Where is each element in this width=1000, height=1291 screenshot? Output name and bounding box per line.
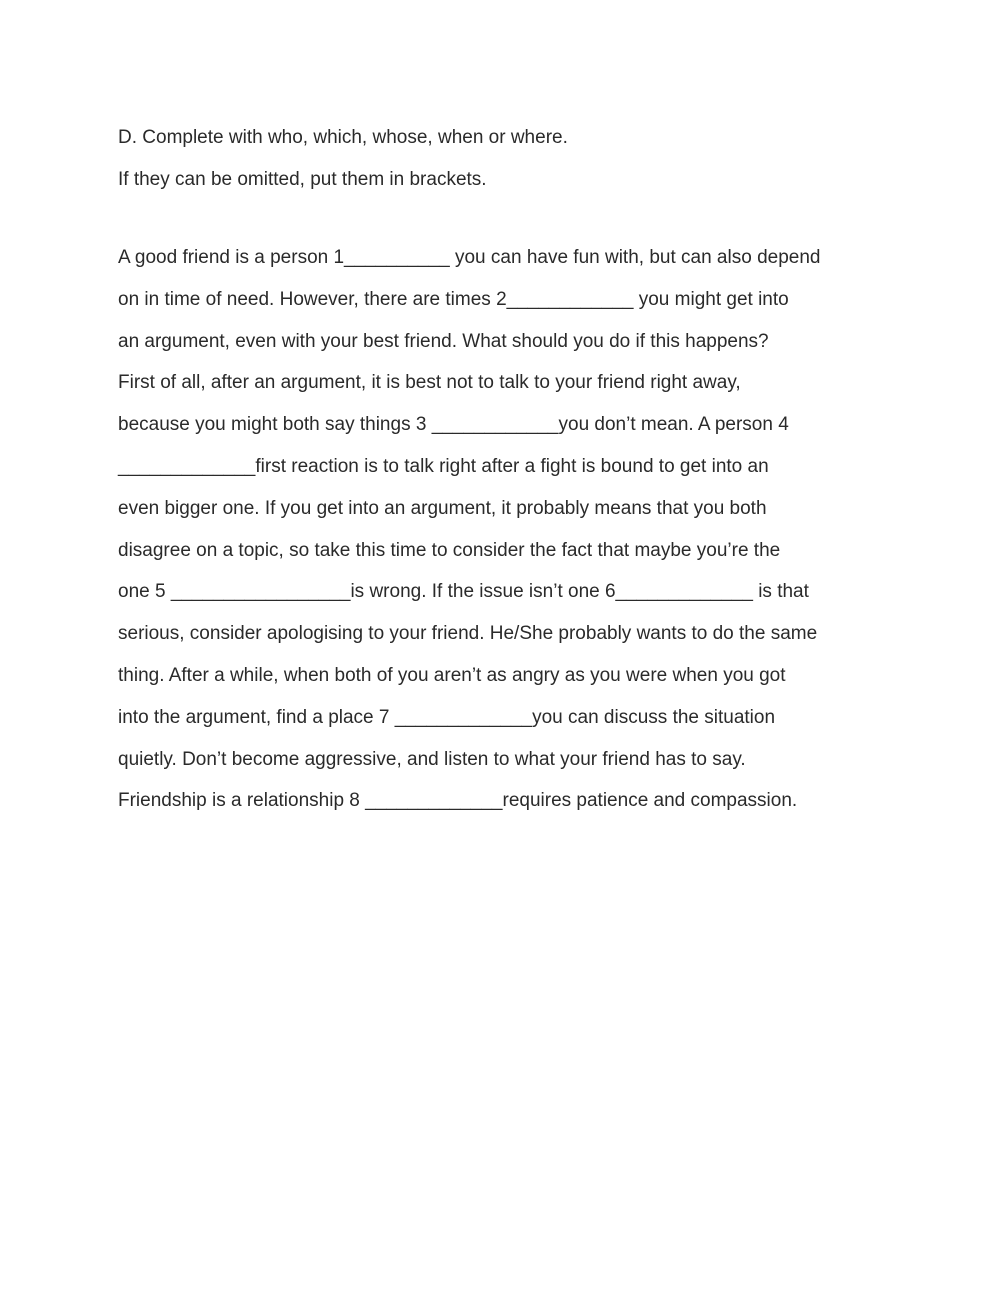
passage-line: even bigger one. If you get into an argument, it probably means that you both xyxy=(118,497,767,519)
passage-line: disagree on a topic, so take this time to consider the fact that maybe you’re the xyxy=(118,539,781,561)
passage-line: an argument, even with your best friend. What should you do if this happens? xyxy=(118,330,769,352)
instruction-title: D. Complete with who, which, whose, when or where. xyxy=(118,127,568,148)
passage-line: Friendship is a relationship 8 _____________requires patience and compassion. xyxy=(118,790,798,812)
passage-line: _____________first reaction is to talk right after a fight is bound to get into an xyxy=(118,455,769,477)
passage-line: because you might both say things 3 ____________you don’t mean. A person 4 xyxy=(118,414,789,436)
passage-line: A good friend is a person 1__________ you can have fun with, but can also depend xyxy=(118,247,821,268)
passage-line: quietly. Don’t become aggressive, and listen to what your friend has to say. xyxy=(118,748,746,770)
passage-line: on in time of need. However, there are times 2____________ you might get into xyxy=(118,288,789,310)
passage-text xyxy=(118,237,918,822)
passage-line: serious, consider apologising to your friend. He/She probably wants to do the same xyxy=(118,623,818,645)
passage-line: First of all, after an argument, it is best not to talk to your friend right away, xyxy=(118,372,741,394)
passage-line: one 5 _________________is wrong. If the issue isn’t one 6_____________ is that xyxy=(118,581,809,603)
instruction-note: If they can be omitted, put them in brackets. xyxy=(118,169,487,190)
instructions xyxy=(118,117,898,201)
passage-line: thing. After a while, when both of you aren’t as angry as you were when you got xyxy=(118,664,786,686)
passage-line: into the argument, find a place 7 _____________you can discuss the situation xyxy=(118,706,776,728)
